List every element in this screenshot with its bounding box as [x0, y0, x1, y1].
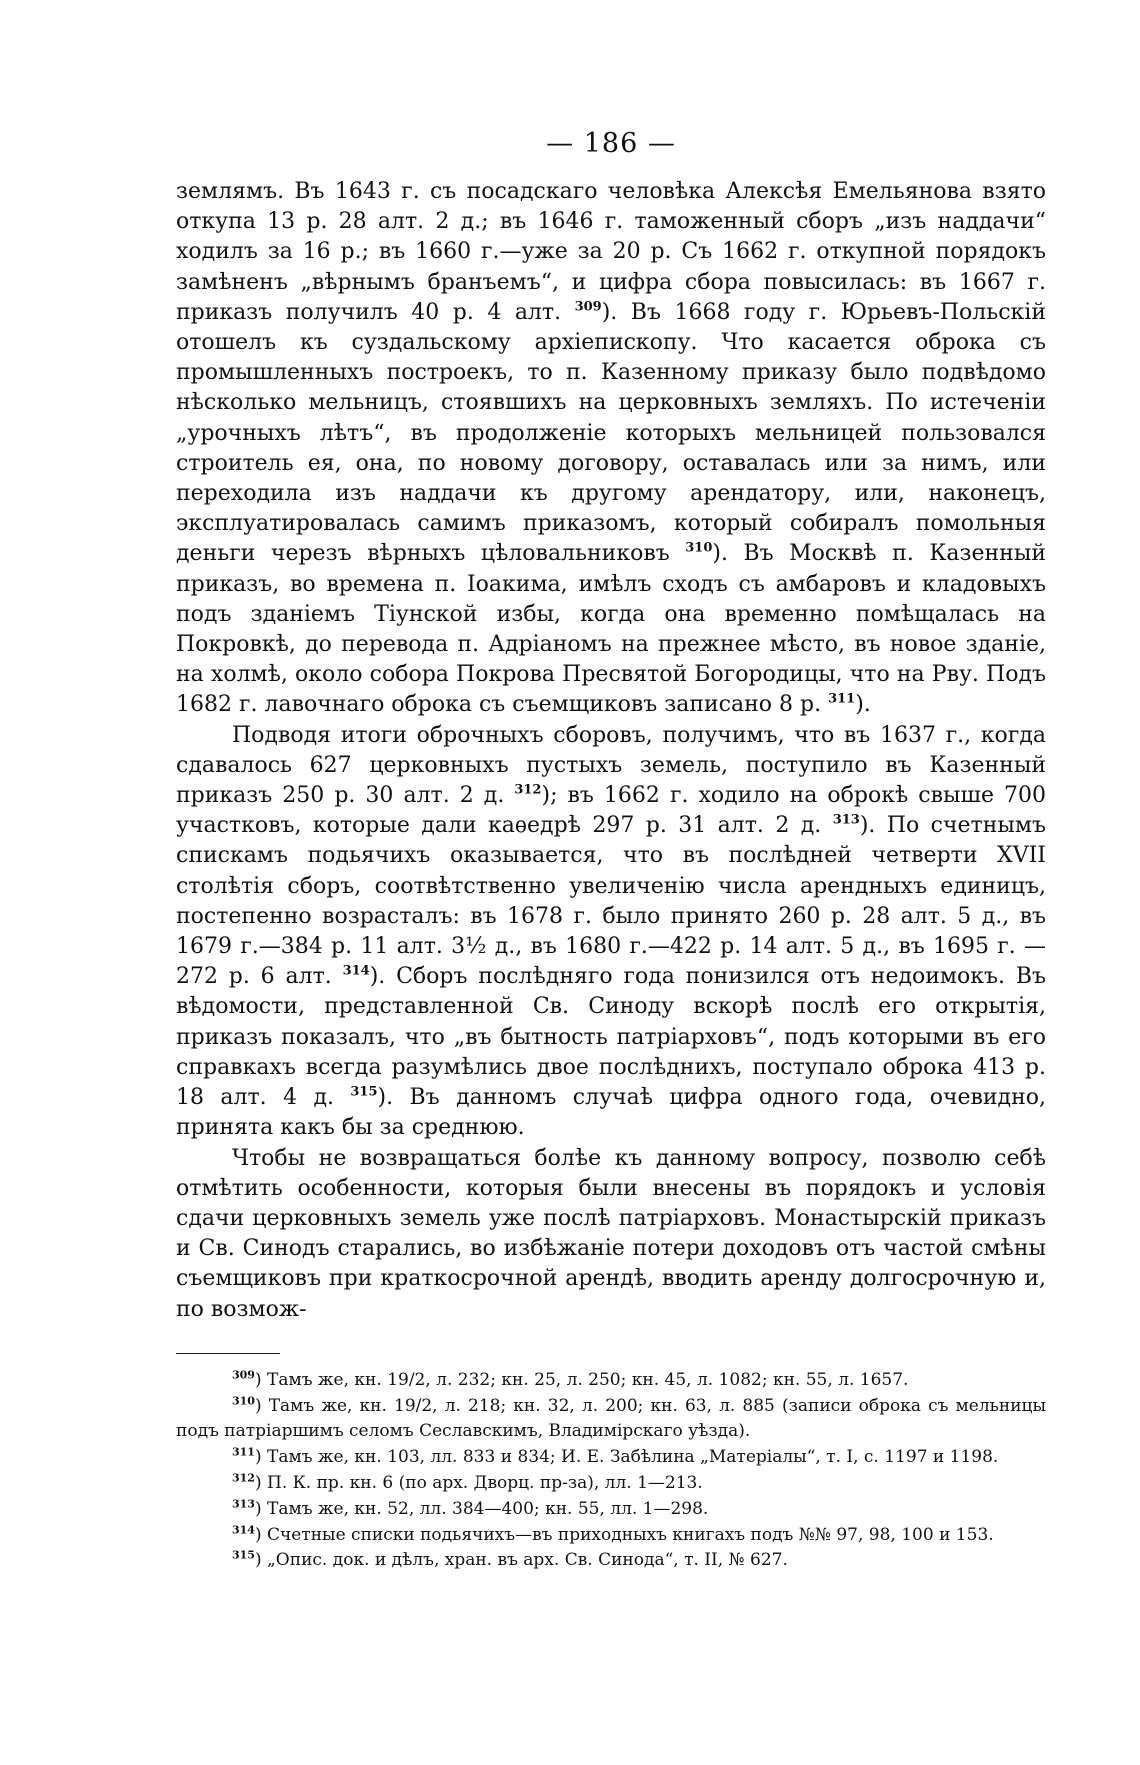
- footnote-number: 313: [232, 1497, 255, 1511]
- paragraph-text: ). По счетнымъ спискамъ подьячихъ оказывается, что въ послѣдней четверти XVII столѣтія сборъ, соотвѣтственно увеличенію числа арендныхъ единицъ, постепенно возрасталъ: въ 1678 г. было принято 260 р. 28 алт. 5 д., въ 1679 г.—384 р. 11 алт. 3½ д., въ 1680 г.—422 р. 14 алт. 5 д., въ 1695 г. — 272 р. 6 алт.: [176, 813, 1046, 990]
- paragraph-text: ). Въ 1668 году г. Юрьевъ-Польскій отошелъ къ суздальскому архіепископу. Что касается оброка съ промышленныхъ построекъ, то п. Казенному приказу было подвѣдомо нѣсколько мельницъ, стоявшихъ на церковныхъ земляхъ. По истеченіи „урочныхъ лѣтъ“, въ продолженіе которыхъ мельницей пользовался строитель ея, она, по новому договору, оставалась или за нимъ, или переходила изъ наддачи къ другому арендатору, или, наконецъ, эксплуатировалась самимъ приказомъ, который собиралъ помольныя деньги черезъ вѣрныхъ цѣловальниковъ: [176, 299, 1047, 567]
- paragraph-text: ).: [855, 692, 871, 718]
- footnote: [176, 1523, 1046, 1549]
- paragraph-text: ). Въ данномъ случаѣ цифра одного года, очевидно, принята какъ бы за среднюю.: [176, 1085, 1047, 1141]
- footnote-reference: 315: [350, 1084, 378, 1100]
- page: [176, 128, 1046, 1574]
- footnote-reference: 309: [574, 299, 602, 315]
- footnote: [176, 1368, 1046, 1394]
- footnote: [176, 1445, 1046, 1471]
- paragraph: [176, 177, 1046, 721]
- paragraph-text: Подводя итоги оброчныхъ сборовъ, получимъ, что въ 1637 г., когда сдавалось 627 церковныхъ пустыхъ земель, поступило въ Казенный приказъ 250 р. 30 алт. 2 д.: [176, 722, 1046, 809]
- footnote-reference: 312: [514, 782, 542, 798]
- footnotes: [176, 1368, 1046, 1574]
- footnote-text: ) Тамъ же, кн. 19/2, л. 218; кн. 32, л. 200; кн. 63, л. 885 (записи оброка съ мельницы подъ патріаршимъ селомъ Сеславскимъ, Владимірскаго уѣзда).: [176, 1395, 1046, 1442]
- footnote-reference: 313: [832, 812, 860, 828]
- footnote: [176, 1394, 1046, 1446]
- footnote-text: ) Тамъ же, кн. 19/2, л. 232; кн. 25, л. 250; кн. 45, л. 1082; кн. 55, л. 1657.: [254, 1369, 909, 1390]
- paragraph-text: Чтобы не возвращаться болѣе къ данному вопросу, позволю себѣ отмѣтить особенности, которыя были внесены въ порядокъ и условія сдачи церковныхъ земель уже послѣ патріарховъ. Монастырскій приказъ и Св. Синодъ старались, во избѣжаніе потери доходовъ отъ частой смѣны съемщиковъ при краткосрочной арендѣ, вводить аренду долгосрочную и, по возмож-: [176, 1145, 1046, 1322]
- paragraph-text: землямъ. Въ 1643 г. съ посадскаго человѣка Алексѣя Емельянова взято откупа 13 р. 28 алт. 2 д.; въ 1646 г. таможенный сборъ „изъ наддачи“ ходилъ за 16 р.; въ 1660 г.—уже за 20 р. Съ 1662 г. откупной порядокъ замѣненъ „вѣрнымъ бранъемъ“, и цифра сбора повысилась: въ 1667 г. приказъ получилъ 40 р. 4 алт.: [176, 179, 1046, 325]
- footnote-text: ) П. К. пр. кн. 6 (по арх. Дворц. пр-за), лл. 1—213.: [254, 1472, 703, 1493]
- paragraph-text: ). Сборъ послѣдняго года понизился отъ недоимокъ. Въ вѣдомости, представленной Св. Синоду вскорѣ послѣ его открытія, приказъ показалъ, что „въ бытность патріарховъ“, подъ которыми въ его справкахъ всегда разумѣлись двое послѣднихъ, поступало оброка 413 р. 18 алт. 4 д.: [176, 964, 1046, 1111]
- footnote-number: 315: [232, 1548, 255, 1562]
- paragraph: [176, 721, 1046, 1144]
- footnote: [176, 1497, 1046, 1523]
- footnote-number: 309: [232, 1368, 255, 1382]
- footnote-number: 311: [232, 1445, 255, 1459]
- footnote-reference: 310: [685, 541, 713, 557]
- footnote-reference: 314: [342, 963, 370, 979]
- footnote-divider: [176, 1353, 280, 1354]
- footnote-text: ) Счетные списки подьячихъ—въ приходныхъ книгахъ подъ №№ 97, 98, 100 и 153.: [254, 1524, 994, 1545]
- footnote-text: ) „Опис. док. и дѣлъ, хран. въ арх. Св. Синода“, т. II, № 627.: [254, 1550, 788, 1571]
- footnote-number: 312: [232, 1471, 255, 1485]
- footnote-number: 314: [232, 1522, 255, 1536]
- footnote-reference: 311: [828, 692, 856, 708]
- body-text: [176, 177, 1046, 1325]
- paragraph-text: ); въ 1662 г. ходило на оброкѣ свыше 700 участковъ, которые дали каѳедрѣ 297 р. 31 алт. 2 д.: [176, 783, 1046, 839]
- footnote-text: ) Тамъ же, кн. 103, лл. 833 и 834; И. Е. Забѣлина „Матеріалы“, т. I, с. 1197 и 1198.: [254, 1447, 999, 1468]
- footnote: [176, 1548, 1046, 1574]
- footnote: [176, 1471, 1046, 1497]
- page-number: — 186 —: [546, 128, 676, 159]
- paragraph-text: ). Въ Москвѣ п. Казенный приказъ, во времена п. Іоакима, имѣлъ сходъ съ амбаровъ и кладовыхъ подъ зданіемъ Тіунской избы, когда она временно помѣщалась на Покровкѣ, до перевода п. Адріаномъ на прежнее мѣсто, въ новое зданіе, на холмѣ, около собора Покрова Пресвятой Богородицы, что на Рву. Подъ 1682 г. лавочнаго оброка съ съемщиковъ записано 8 р.: [176, 541, 1046, 718]
- footnote-text: ) Тамъ же, кн. 52, лл. 384—400; кн. 55, лл. 1—298.: [254, 1498, 709, 1519]
- paragraph: [176, 1144, 1046, 1325]
- footnote-number: 310: [232, 1393, 255, 1407]
